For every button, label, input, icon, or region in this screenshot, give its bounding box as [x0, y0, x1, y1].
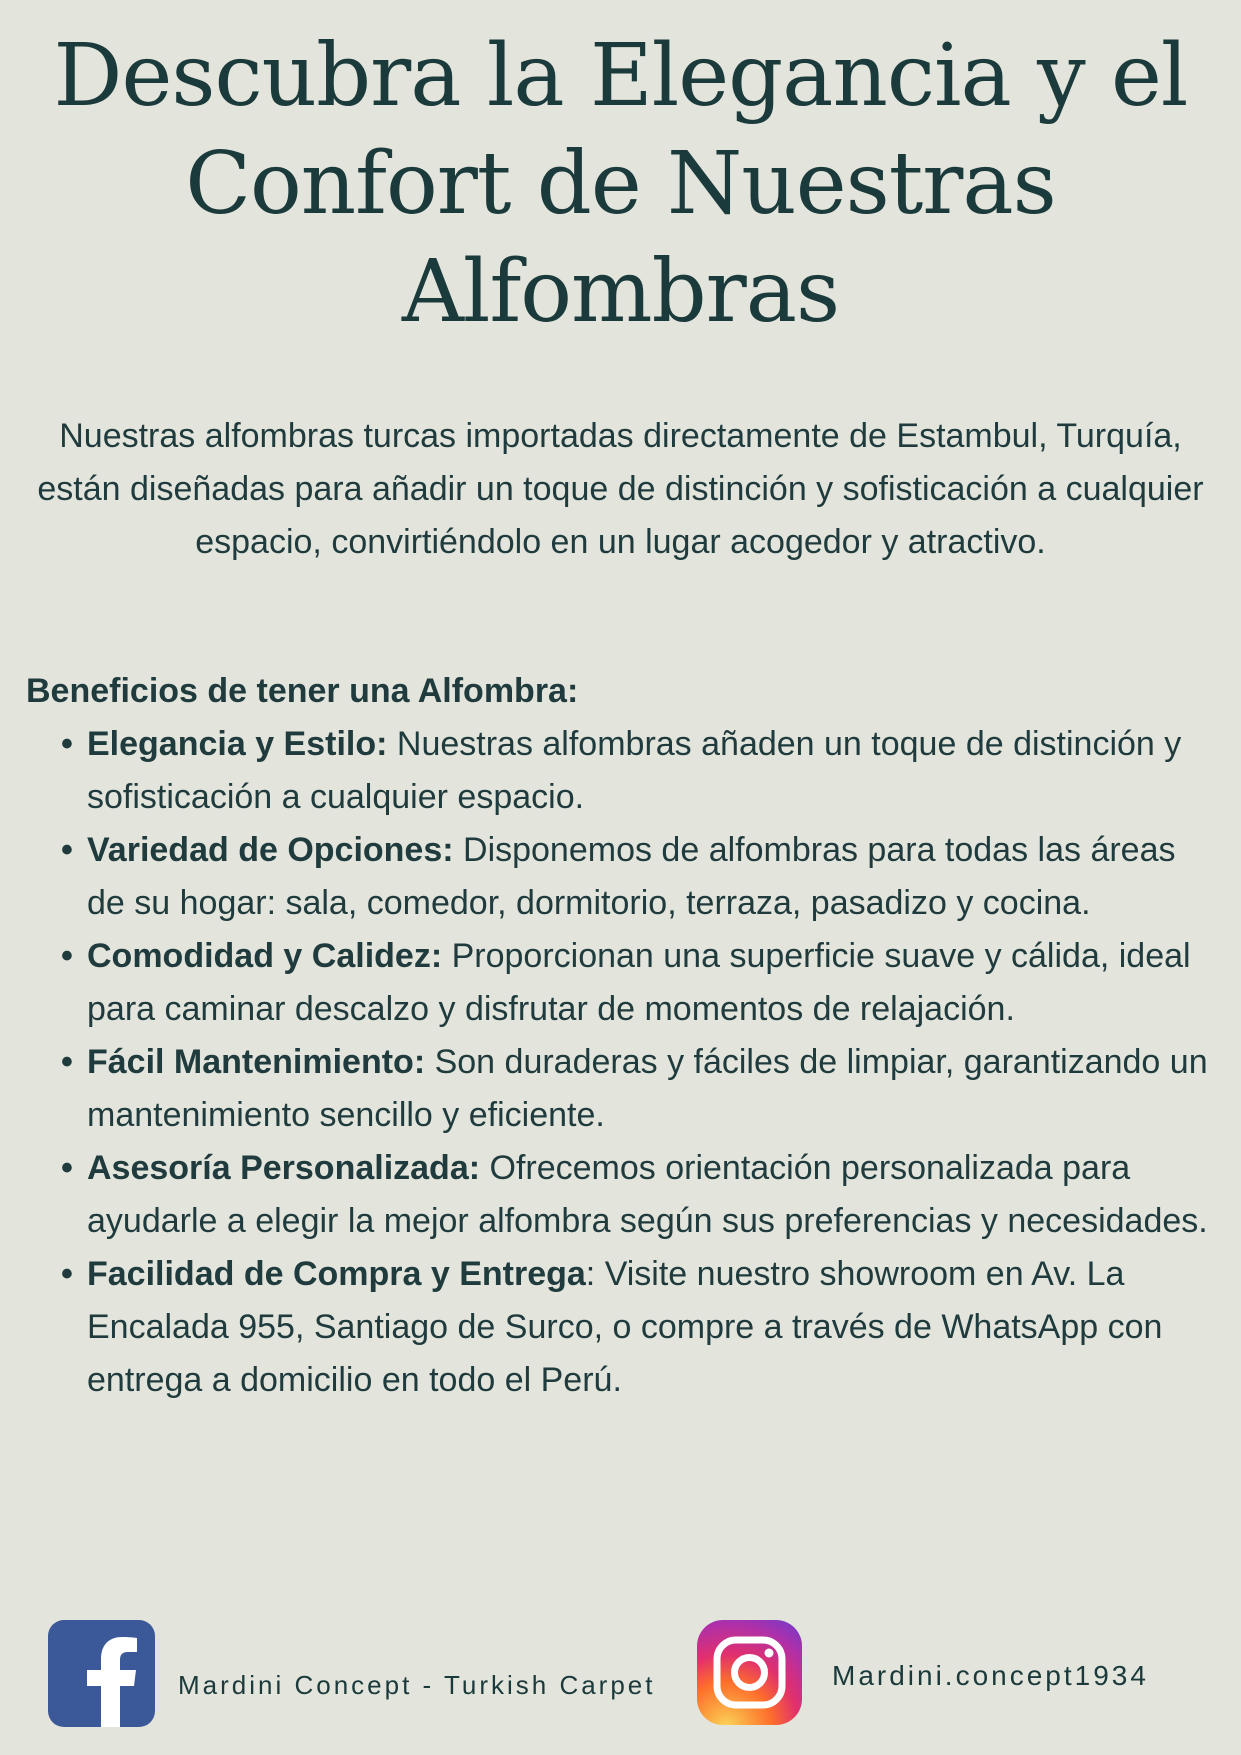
instagram-icon[interactable]	[697, 1620, 802, 1725]
benefit-text: Ofrecemos orientación personalizada para ayudarle a elegir la mejor alfombra según sus preferencias y necesidades.	[87, 1149, 1208, 1240]
benefit-title: Fácil Mantenimiento:	[87, 1043, 426, 1081]
benefit-text: Nuestras alfombras añaden un toque de distinción y sofisticación a cualquier espacio.	[87, 725, 1182, 816]
benefit-title: Elegancia y Estilo:	[87, 725, 388, 763]
benefit-title: Comodidad y Calidez:	[87, 937, 443, 975]
bullet-icon: •	[61, 1255, 73, 1293]
facebook-icon[interactable]	[48, 1620, 155, 1727]
page-title: Descubra la Elegancia y el Confort de Nuestras Alfombras	[53, 26, 1188, 342]
benefits-list	[61, 718, 1215, 1407]
footer	[0, 1618, 1241, 1728]
list-item	[61, 1248, 1215, 1407]
list-item	[61, 824, 1215, 930]
instagram-label[interactable]: Mardini.concept1934	[832, 1660, 1149, 1691]
bullet-icon: •	[61, 1043, 73, 1081]
bullet-icon: •	[61, 725, 73, 763]
facebook-label[interactable]: Mardini Concept - Turkish Carpet	[178, 1670, 656, 1700]
bullet-icon: •	[61, 831, 73, 869]
intro-paragraph: Nuestras alfombras turcas importadas directamente de Estambul, Turquía, están diseñadas para añadir un toque de distinción y sofisticación a cualquier espacio, convirtiéndolo en un lugar acogedor y atractivo.	[37, 417, 1204, 561]
benefit-title: Asesoría Personalizada:	[87, 1149, 481, 1187]
benefit-text: Son duraderas y fáciles de limpiar, garantizando un mantenimiento sencillo y eficiente.	[87, 1043, 1208, 1134]
list-item	[61, 1036, 1215, 1142]
benefit-text: Disponemos de alfombras para todas las áreas de su hogar: sala, comedor, dormitorio, terraza, pasadizo y cocina.	[87, 831, 1176, 922]
benefits-heading: Beneficios de tener una Alfombra:	[26, 672, 579, 710]
bullet-icon: •	[61, 937, 73, 975]
benefit-text: Proporcionan una superficie suave y cálida, ideal para caminar descalzo y disfrutar de momentos de relajación.	[87, 937, 1191, 1028]
list-item	[61, 718, 1215, 824]
list-item	[61, 930, 1215, 1036]
benefit-text: : Visite nuestro showroom en Av. La Encalada 955, Santiago de Surco, o compre a través de WhatsApp con entrega a domicilio en todo el Perú.	[87, 1255, 1163, 1399]
bullet-icon: •	[61, 1149, 73, 1187]
benefit-title: Variedad de Opciones:	[87, 831, 454, 869]
benefit-title: Facilidad de Compra y Entrega	[87, 1255, 586, 1293]
list-item	[61, 1142, 1215, 1248]
